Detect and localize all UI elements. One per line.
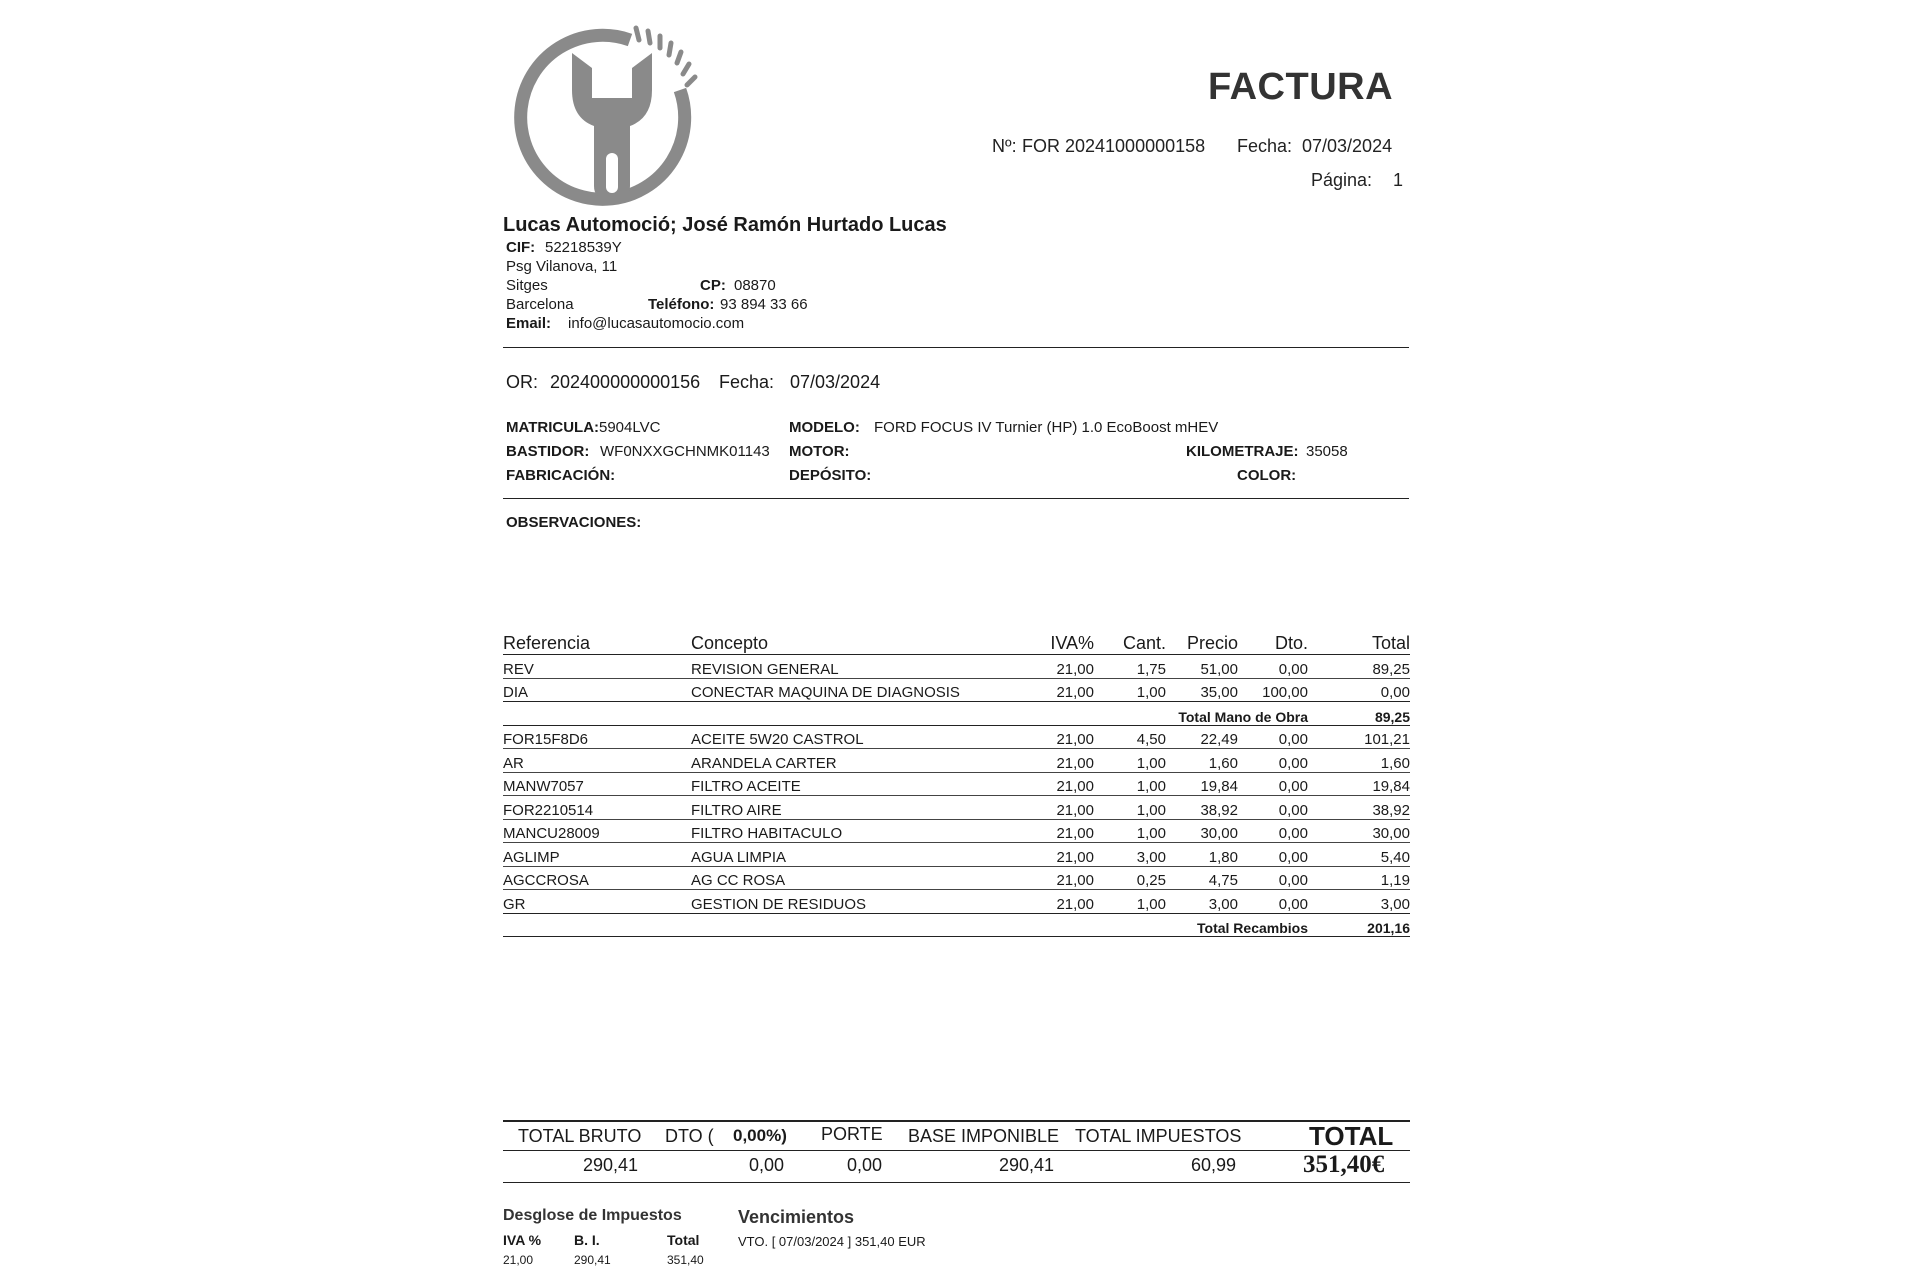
cell-dto: 0,00 — [1238, 772, 1308, 796]
dto-value: 0,00 — [749, 1155, 785, 1175]
cell-ref: GR — [503, 890, 691, 914]
desglose-col-iva: IVA % — [503, 1232, 542, 1248]
company-city: Sitges — [506, 277, 548, 294]
cell-total: 101,21 — [1308, 725, 1410, 749]
col-cant: Cant. — [1094, 624, 1166, 655]
cell-concepto: FILTRO HABITACULO — [691, 819, 1014, 843]
matricula-value: 5904LVC — [599, 419, 661, 436]
cell-precio: 30,00 — [1166, 819, 1238, 843]
cell-dto: 0,00 — [1238, 749, 1308, 773]
cif-label: CIF: — [506, 239, 536, 256]
col-concepto: Concepto — [691, 624, 1014, 655]
desglose-iva-value: 21,00 — [503, 1253, 534, 1267]
table-row — [503, 749, 1410, 773]
separator-2 — [503, 498, 1409, 499]
color-label: COLOR: — [1237, 467, 1297, 484]
modelo-label: MODELO: — [789, 419, 860, 436]
page-number: 1 — [1393, 170, 1404, 190]
desglose-col-bi: B. I. — [574, 1232, 600, 1248]
cell-iva: 21,00 — [1014, 796, 1094, 820]
invoice-number-label: Nº: — [992, 136, 1017, 156]
invoice-lines-table — [503, 624, 1410, 937]
invoice-number: FOR 20241000000158 — [1022, 136, 1206, 156]
cell-precio: 3,00 — [1166, 890, 1238, 914]
cell-total: 38,92 — [1308, 796, 1410, 820]
cell-iva: 21,00 — [1014, 749, 1094, 773]
cell-total: 19,84 — [1308, 772, 1410, 796]
bastidor-value: WF0NXXGCHNMK01143 — [600, 443, 770, 460]
cell-cant: 1,00 — [1094, 749, 1166, 773]
cell-dto: 0,00 — [1238, 843, 1308, 867]
cell-precio: 51,00 — [1166, 655, 1238, 679]
cell-ref: MANCU28009 — [503, 819, 691, 843]
labor-total-label: Total Mano de Obra — [503, 702, 1308, 726]
col-referencia: Referencia — [503, 624, 691, 655]
total-value: 351,40€ — [1303, 1151, 1385, 1178]
cell-cant: 1,00 — [1094, 796, 1166, 820]
invoice-date: 07/03/2024 — [1302, 136, 1393, 156]
email-label: Email: — [506, 315, 552, 332]
bastidor-label: BASTIDOR: — [506, 443, 590, 460]
cell-precio: 38,92 — [1166, 796, 1238, 820]
table-row — [503, 796, 1410, 820]
table-row — [503, 772, 1410, 796]
cell-concepto: REVISION GENERAL — [691, 655, 1014, 679]
cell-precio: 19,84 — [1166, 772, 1238, 796]
vencimientos-line: VTO. [ 07/03/2024 ] 351,40 EUR — [738, 1234, 926, 1249]
cp-label: CP: — [700, 277, 726, 294]
or-label: OR: — [506, 372, 539, 392]
table-row — [503, 866, 1410, 890]
cell-total: 30,00 — [1308, 819, 1410, 843]
cell-total: 1,19 — [1308, 866, 1410, 890]
cell-precio: 4,75 — [1166, 866, 1238, 890]
cell-cant: 1,75 — [1094, 655, 1166, 679]
cell-precio: 1,80 — [1166, 843, 1238, 867]
cell-cant: 3,00 — [1094, 843, 1166, 867]
cell-ref: AR — [503, 749, 691, 773]
cell-dto: 0,00 — [1238, 890, 1308, 914]
vencimientos-title: Vencimientos — [738, 1207, 855, 1227]
col-precio: Precio — [1166, 624, 1238, 655]
cell-ref: AGLIMP — [503, 843, 691, 867]
cell-iva: 21,00 — [1014, 772, 1094, 796]
labor-total-row — [503, 702, 1410, 726]
cell-dto: 0,00 — [1238, 796, 1308, 820]
total-bruto-value: 290,41 — [583, 1155, 639, 1175]
cell-cant: 0,25 — [1094, 866, 1166, 890]
cell-iva: 21,00 — [1014, 725, 1094, 749]
cell-concepto: ARANDELA CARTER — [691, 749, 1014, 773]
cell-iva: 21,00 — [1014, 843, 1094, 867]
labor-total-value: 89,25 — [1308, 702, 1410, 726]
cell-dto: 100,00 — [1238, 678, 1308, 702]
cell-concepto: FILTRO AIRE — [691, 796, 1014, 820]
cell-total: 1,60 — [1308, 749, 1410, 773]
cp-value: 08870 — [734, 277, 776, 294]
deposito-label: DEPÓSITO: — [789, 467, 872, 484]
cell-iva: 21,00 — [1014, 655, 1094, 679]
cell-iva: 21,00 — [1014, 866, 1094, 890]
total-bruto-label: TOTAL BRUTO — [518, 1126, 642, 1146]
matricula-label: MATRICULA: — [506, 419, 600, 436]
table-row — [503, 678, 1410, 702]
base-imponible-value: 290,41 — [999, 1155, 1055, 1175]
cell-iva: 21,00 — [1014, 819, 1094, 843]
total-impuestos-label: TOTAL IMPUESTOS — [1075, 1126, 1242, 1146]
cell-dto: 0,00 — [1238, 866, 1308, 890]
col-total: Total — [1308, 624, 1410, 655]
cell-ref: AGCCROSA — [503, 866, 691, 890]
parts-total-row — [503, 913, 1410, 937]
phone-value: 93 894 33 66 — [720, 296, 808, 313]
cell-cant: 1,00 — [1094, 678, 1166, 702]
col-iva: IVA% — [1014, 624, 1094, 655]
cell-precio: 1,60 — [1166, 749, 1238, 773]
cell-iva: 21,00 — [1014, 890, 1094, 914]
kilometraje-label: KILOMETRAJE: — [1186, 443, 1299, 460]
phone-label: Teléfono: — [648, 296, 715, 313]
cell-ref: REV — [503, 655, 691, 679]
company-address: Psg Vilanova, 11 — [506, 258, 618, 275]
or-date-value: 07/03/2024 — [790, 372, 881, 392]
cell-precio: 35,00 — [1166, 678, 1238, 702]
invoice-title: FACTURA — [1208, 66, 1394, 108]
modelo-value: FORD FOCUS IV Turnier (HP) 1.0 EcoBoost mHEV — [874, 419, 1219, 436]
motor-label: MOTOR: — [789, 443, 850, 460]
cell-cant: 1,00 — [1094, 772, 1166, 796]
or-value: 202400000000156 — [550, 372, 701, 392]
table-row — [503, 725, 1410, 749]
cell-ref: DIA — [503, 678, 691, 702]
total-impuestos-value: 60,99 — [1191, 1155, 1237, 1175]
cif-value: 52218539Y — [545, 239, 622, 256]
dto-label: DTO ( — [665, 1126, 714, 1146]
table-header-row — [503, 624, 1410, 655]
page-label: Página: — [1311, 170, 1373, 190]
cell-total: 3,00 — [1308, 890, 1410, 914]
cell-precio: 22,49 — [1166, 725, 1238, 749]
desglose-bi-value: 290,41 — [574, 1253, 611, 1267]
total-label: TOTAL — [1309, 1121, 1394, 1151]
cell-ref: MANW7057 — [503, 772, 691, 796]
invoice-date-label: Fecha: — [1237, 136, 1293, 156]
kilometraje-value: 35058 — [1306, 443, 1348, 460]
cell-cant: 4,50 — [1094, 725, 1166, 749]
table-row — [503, 819, 1410, 843]
table-row — [503, 655, 1410, 679]
base-imponible-label: BASE IMPONIBLE — [908, 1126, 1060, 1146]
col-dto: Dto. — [1238, 624, 1308, 655]
cell-concepto: GESTION DE RESIDUOS — [691, 890, 1014, 914]
desglose-col-total: Total — [667, 1232, 700, 1248]
cell-concepto: CONECTAR MAQUINA DE DIAGNOSIS — [691, 678, 1014, 702]
desglose-total-value: 351,40 — [667, 1253, 704, 1267]
cell-dto: 0,00 — [1238, 819, 1308, 843]
desglose-title: Desglose de Impuestos — [503, 1207, 682, 1224]
fabricacion-label: FABRICACIÓN: — [506, 467, 616, 484]
cell-concepto: AGUA LIMPIA — [691, 843, 1014, 867]
cell-concepto: ACEITE 5W20 CASTROL — [691, 725, 1014, 749]
cell-ref: FOR15F8D6 — [503, 725, 691, 749]
cell-total: 0,00 — [1308, 678, 1410, 702]
cell-iva: 21,00 — [1014, 678, 1094, 702]
cell-total: 89,25 — [1308, 655, 1410, 679]
cell-concepto: FILTRO ACEITE — [691, 772, 1014, 796]
cell-ref: FOR2210514 — [503, 796, 691, 820]
company-logo — [512, 18, 712, 218]
cell-dto: 0,00 — [1238, 655, 1308, 679]
company-name: Lucas Automoció; José Ramón Hurtado Lucas — [503, 214, 947, 236]
porte-label: PORTE — [821, 1124, 883, 1144]
parts-total-value: 201,16 — [1308, 913, 1410, 937]
observaciones-label: OBSERVACIONES: — [506, 514, 642, 531]
separator-1 — [503, 347, 1409, 348]
parts-total-label: Total Recambios — [503, 913, 1308, 937]
porte-value: 0,00 — [847, 1155, 883, 1175]
cell-dto: 0,00 — [1238, 725, 1308, 749]
table-row — [503, 843, 1410, 867]
cell-cant: 1,00 — [1094, 819, 1166, 843]
company-province: Barcelona — [506, 296, 574, 313]
email-value: info@lucasautomocio.com — [568, 315, 745, 332]
cell-concepto: AG CC ROSA — [691, 866, 1014, 890]
cell-total: 5,40 — [1308, 843, 1410, 867]
dto-pct: 0,00%) — [733, 1126, 787, 1145]
cell-cant: 1,00 — [1094, 890, 1166, 914]
or-date-label: Fecha: — [719, 372, 775, 392]
table-row — [503, 890, 1410, 914]
